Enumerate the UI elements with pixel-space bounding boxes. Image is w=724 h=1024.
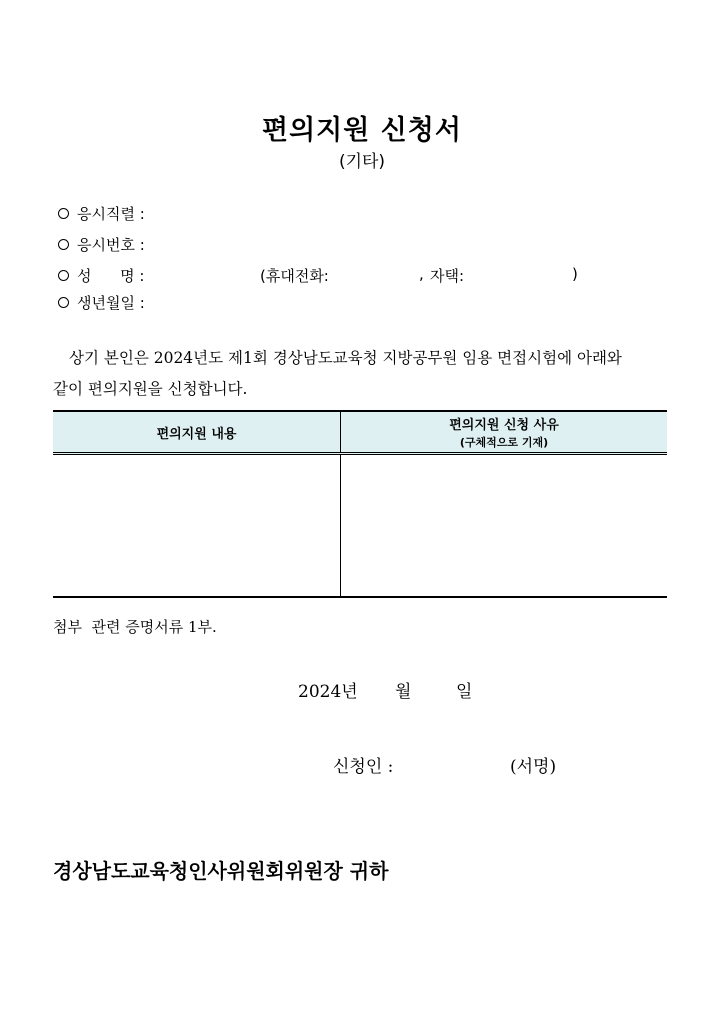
document-title: 편의지원 신청서 [262,115,462,146]
support-reason-cell[interactable] [341,454,668,598]
circle-bullet-icon [58,208,69,219]
field-exam-category [58,203,145,224]
header-support-reason: 편의지원 신청 사유 (구체적으로 기재) [341,411,668,454]
circle-bullet-icon [58,270,69,281]
phone-label: (휴대전화: [260,267,329,285]
statement-line-2: 같이 편의지원을 신청합니다. [53,380,248,398]
application-statement [53,343,673,405]
field-name [58,265,658,286]
comma-separator: , [419,265,424,283]
date-month: 월 [395,682,412,702]
document-subtitle: (기타) [338,152,386,172]
signature-label: (서명) [510,757,557,777]
circle-bullet-icon [58,297,69,308]
field-label: 성 명 : [77,267,145,285]
header-support-content: 편의지원 내용 [53,411,341,454]
field-label: 응시번호 : [77,236,145,254]
closing-paren: ) [572,265,578,283]
applicant-label: 신청인 : [333,757,394,777]
field-label: 응시직렬 : [77,205,145,223]
home-phone-label: 자택: [430,267,465,285]
field-exam-number [58,234,145,255]
circle-bullet-icon [58,239,69,250]
field-label: 생년월일 : [77,294,145,312]
support-content-cell[interactable] [53,454,341,598]
date-day: 일 [456,682,473,702]
date-year: 2024년 [298,682,358,702]
statement-line-1: 상기 본인은 2024년도 제1회 경상남도교육청 지방공무원 임용 면접시험에 아래와 [69,349,622,367]
request-table [53,410,667,598]
application-date [298,677,473,702]
header-reason-note: (구체적으로 기재) [459,436,549,449]
field-birthdate [58,292,145,313]
recipient: 경상남도교육청인사위원회위원장 귀하 [53,859,389,883]
applicant-line [333,752,557,777]
attachment-note: 첨부 관련 증명서류 1부. [53,618,217,636]
